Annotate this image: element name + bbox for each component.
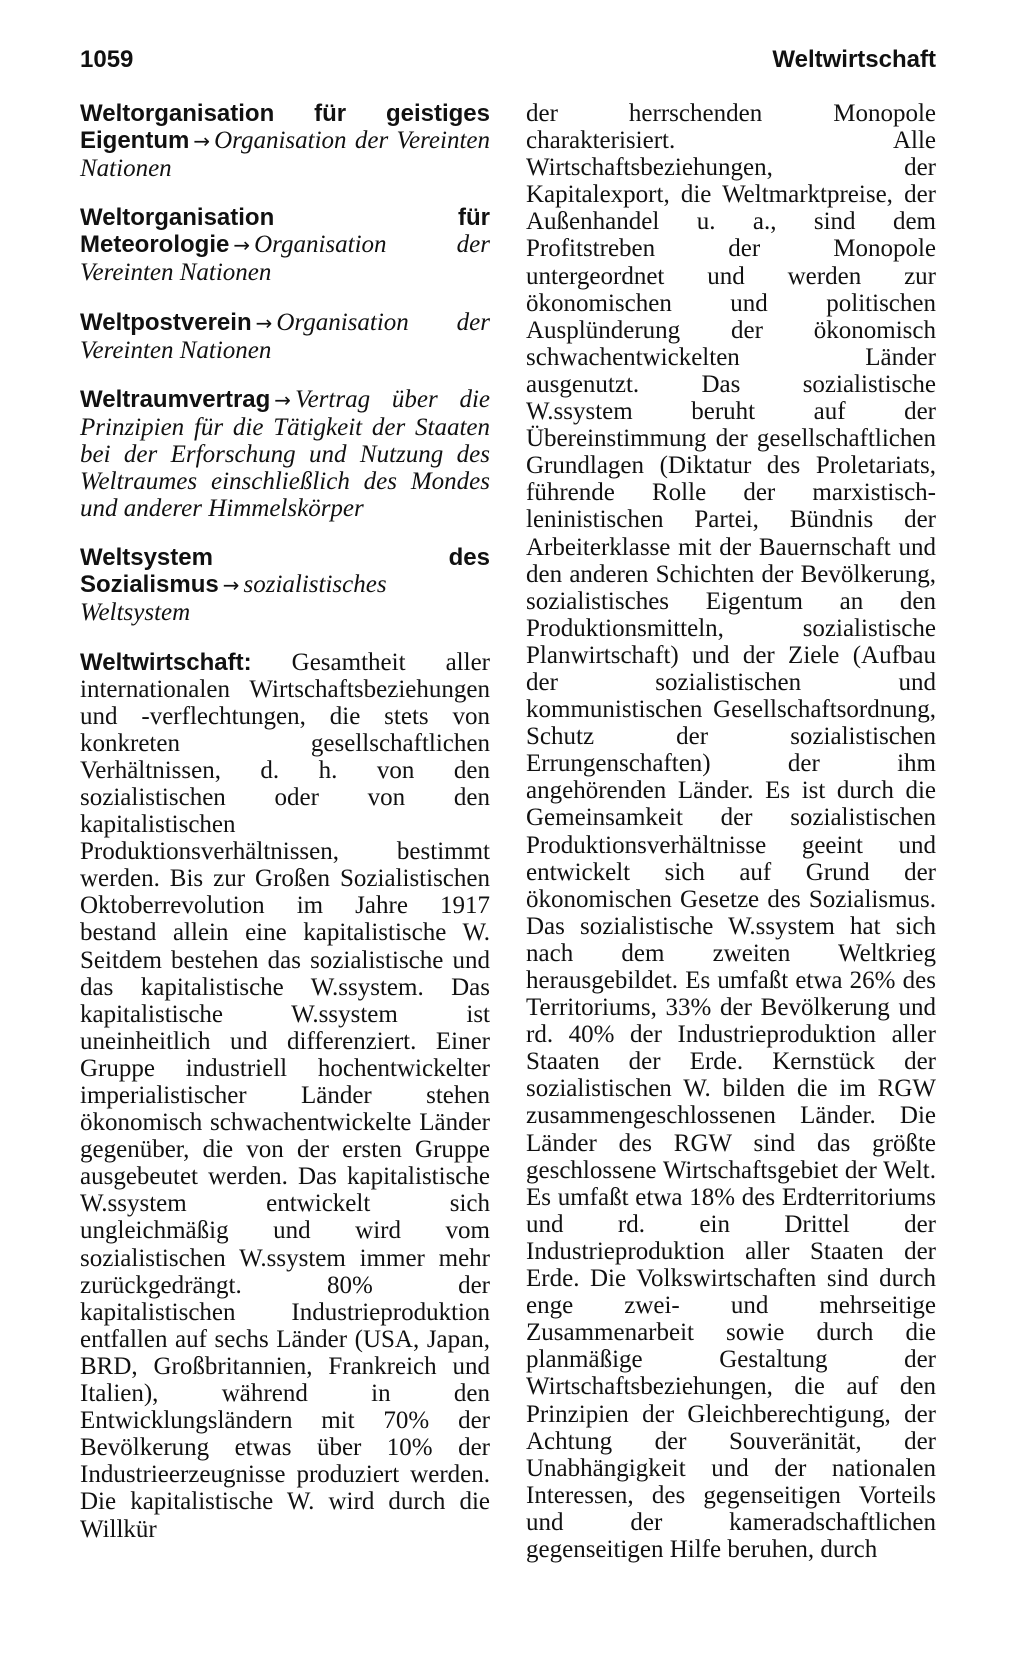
cross-reference-arrow-icon: → [255,310,273,335]
entry-term: Weltpostverein [80,308,252,336]
entry-weltwirtschaft [80,649,490,1543]
page-number: 1059 [80,46,134,73]
page-header [80,46,936,86]
right-column [526,100,936,1563]
running-head: Weltwirtschaft [772,46,936,73]
cross-reference-arrow-icon: → [274,387,292,412]
cross-reference-arrow-icon: → [193,129,211,154]
entry-term: Weltorganisation für geistiges Eigentum [80,100,490,155]
entry-reference: Organisation der Vereinten Nationen [80,308,490,364]
entry-term: Weltwirtschaft: [80,648,252,676]
cross-reference-arrow-icon: → [222,573,240,598]
entry-term: Weltraumvertrag [80,385,271,413]
entry-reference: Organisation der Vereinten Nationen [80,127,490,183]
left-column [80,100,490,1565]
entry-weltsystem-des-sozialismus [80,544,490,626]
entry-reference: Vertrag über die Prinzipien für die Tätigkeit der Staaten bei der Erforschung und Nutzung des Weltraumes einschließlich des Mondes und anderer Himmelskörper [80,385,490,523]
entry-weltraumvertrag [80,386,490,522]
entry-reference: sozialistisches Weltsystem [80,571,387,627]
entry-definition-continued: der herrschenden Monopole charakterisiert. Alle Wirtschaftsbeziehungen, der Kapitalexport, die Weltmarktpreise, der Außenhandel u. a., sind dem Profitstreben der Monopole untergeordnet und werden zur ökonomischen und politischen Ausplünderung der ökonomisch schwachentwickelten Länder ausgenutzt. Das sozialistische W.ssystem beruht auf der Übereinstimmung der gesellschaftlichen Grundlagen (Diktatur des Proletariats, führende Rolle der marxistisch-leninistischen Partei, Bündnis der Arbeiterklasse mit der Bauernschaft und den anderen Schichten der Bevölkerung, sozialistisches Eigentum an den Produktionsmitteln, sozialistische Planwirtschaft) und der Ziele (Aufbau der sozialistischen und kommunistischen Gesellschaftsordnung, Schutz der sozialistischen Errungenschaften) der ihm angehörenden Länder. Es ist durch die Gemeinsamkeit der sozialistischen Produktionsverhältnisse geeint und entwickelt sich auf Grund der ökonomischen Gesetze des Sozialismus. Das sozialistische W.ssystem hat sich nach dem zweiten Weltkrieg herausgebildet. Es umfaßt etwa 26% des Territoriums, 33% der Bevölkerung und rd. 40% der Industrieproduktion aller Staaten der Erde. Kernstück der sozialistischen W. bilden die im RGW zusammengeschlossenen Länder. Die Länder des RGW sind das größte geschlossene Wirtschaftsgebiet der Welt. Es umfaßt etwa 18% des Erdterritoriums und rd. ein Drittel der Industrieproduktion aller Staaten der Erde. Die Volkswirtschaften sind durch enge zwei- und mehrseitige Zusammenarbeit sowie durch die planmäßige Gestaltung der Wirtschaftsbeziehungen, die auf den Prinzipien der Gleichberechtigung, der Achtung der Souveränität, der Unabhängigkeit und der nationalen Interessen, des gegenseitigen Vorteils und der kameradschaftlichen gegenseitigen Hilfe beruhen, durch [526,100,936,1563]
entry-weltorganisation-meteorologie [80,204,490,286]
entry-term: Weltsystem des Sozialismus [80,544,490,599]
entry-definition: Gesamtheit aller internationalen Wirtschaftsbeziehungen und -verflechtungen, die stets von konkreten gesellschaftlichen Verhältnissen, d. h. von den sozialistischen oder von den kapitalistischen Produktionsverhältnissen, bestimmt werden. Bis zur Großen Sozialistischen Oktoberrevolution im Jahre 1917 bestand allein eine kapitalistische W. Seitdem bestehen das sozialistische und das kapitalistische W.ssystem. Das kapitalistische W.ssystem ist uneinheitlich und differenziert. Einer Gruppe industriell hochentwickelter imperialistischer Länder stehen ökonomisch schwachentwickelte Länder gegenüber, die von der ersten Gruppe ausgebeutet werden. Das kapitalistische W.ssystem entwickelt sich ungleichmäßig und wird vom sozialistischen W.ssystem immer mehr zurückgedrängt. 80% der kapitalistischen Industrieproduktion entfallen auf sechs Länder (USA, Japan, BRD, Großbritannien, Frankreich und Italien), während in den Entwicklungsländern mit 70% der Bevölkerung etwas über 10% der Industrieerzeugnisse produziert werden. Die kapitalistische W. wird durch die Willkür [80,648,490,1543]
entry-weltpostverein [80,309,490,364]
entry-weltorganisation-geistiges-eigentum [80,100,490,182]
cross-reference-arrow-icon: → [233,233,251,258]
entry-reference: Organisation der Vereinten Nationen [80,231,490,287]
entry-term: Weltorganisation für Meteorologie [80,204,490,259]
